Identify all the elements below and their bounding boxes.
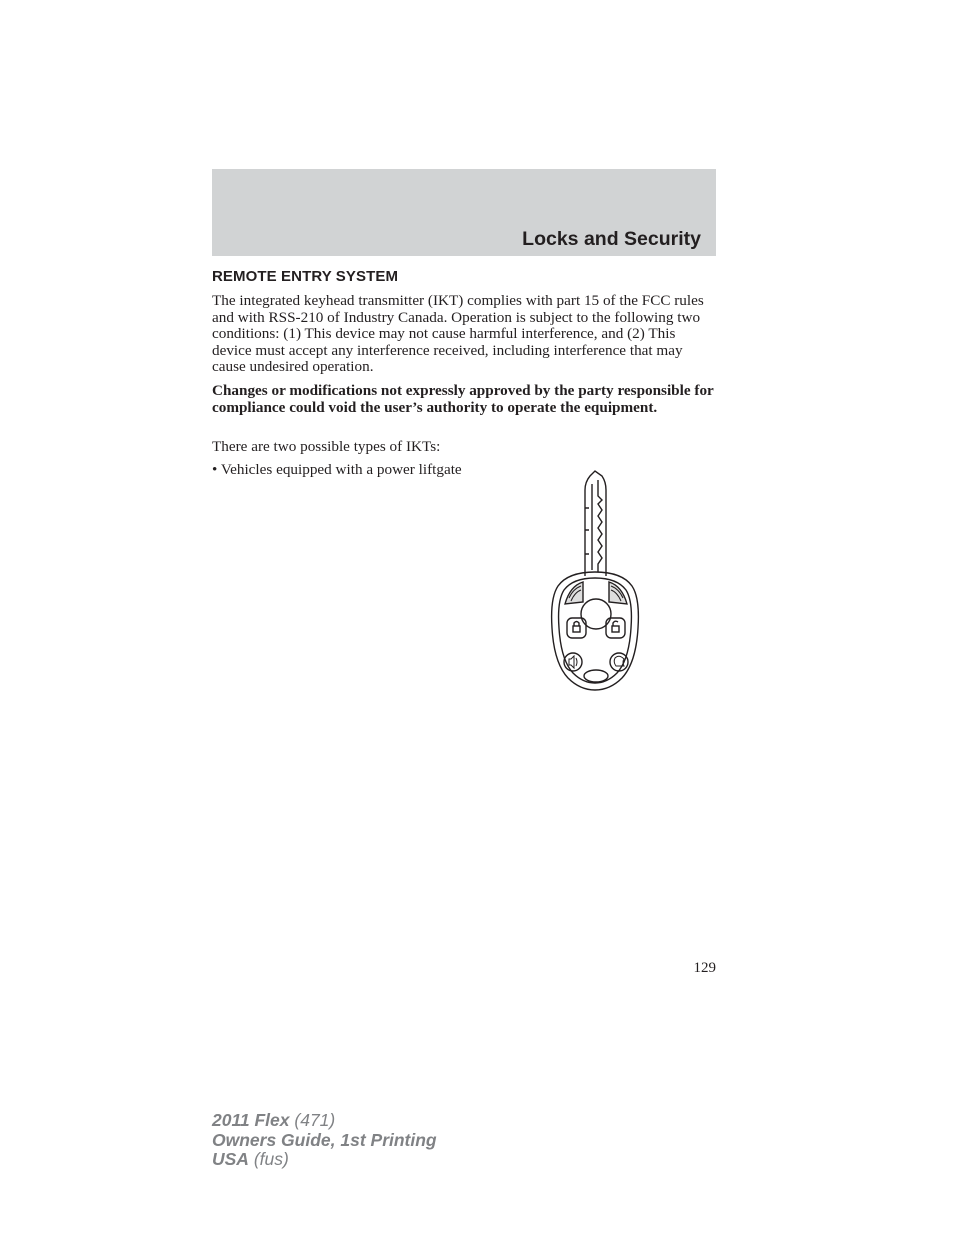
footer-line-2: Owners Guide, 1st Printing [212, 1129, 437, 1150]
footer-market-code: (fus) [248, 1149, 289, 1169]
key-transmitter-figure [540, 468, 660, 693]
footer-line-1 [212, 1111, 437, 1131]
compliance-paragraph: The integrated keyhead transmitter (IKT) complies with part 15 of the FCC rules and with RSS-210 of Industry Canada. Operation is subject to the following two conditions: (1) This device may not cause harmful interference, and (2) This device must accept any interference received, including interference that may cause undesired operation. [212, 292, 704, 375]
footer-model-code: (471) [289, 1110, 336, 1130]
key-fob-icon [540, 468, 660, 693]
section-title: Locks and Security [522, 228, 701, 250]
section-header-band [212, 169, 716, 256]
types-intro: There are two possible types of IKTs: [212, 438, 441, 455]
footer-market: USA [212, 1149, 249, 1169]
document-footer [212, 1111, 437, 1170]
page-number: 129 [693, 960, 716, 976]
warning-paragraph: Changes or modifications not expressly approved by the party responsible for compliance could void the user’s authority to operate the equipment. [212, 382, 714, 416]
bullet-item: • Vehicles equipped with a power liftgate [212, 461, 462, 478]
footer-model: 2011 Flex [212, 1110, 290, 1130]
section-heading: REMOTE ENTRY SYSTEM [212, 268, 399, 285]
footer-line-3 [212, 1150, 437, 1170]
